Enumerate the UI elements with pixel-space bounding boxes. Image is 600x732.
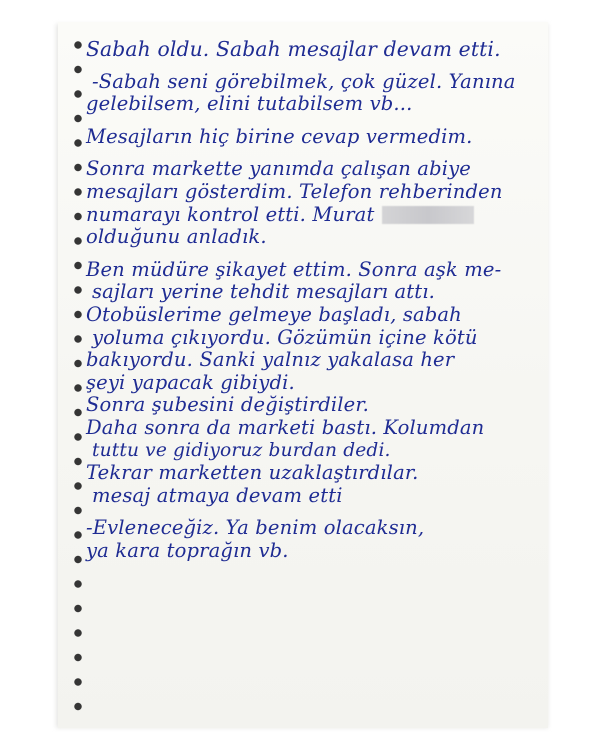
handwritten-line: Ben müdüre şikayet ettim. Sonra aşk me- <box>86 257 502 281</box>
handwritten-line-text: numarayı kontrol etti. Murat <box>86 202 375 226</box>
handwritten-line: Sonra şubesini değiştirdiler. <box>86 393 369 417</box>
handwritten-line: -Evleneceğiz. Ya benim olacaksın, <box>86 516 425 540</box>
handwritten-line: ya kara toprağın vb. <box>86 538 289 562</box>
handwritten-line: mesajları gösterdim. Telefon rehberinden <box>86 179 503 203</box>
handwritten-line: gelebilsem, elini tutabilsem vb... <box>86 92 413 116</box>
handwritten-line: bakıyordu. Sanki yalnız yakalasa her <box>86 348 455 372</box>
handwritten-line: sajları yerine tehdit mesajları attı. <box>92 280 436 304</box>
handwritten-line: Daha sonra da marketi bastı. Kolumdan <box>86 415 485 439</box>
notebook-page <box>58 22 548 728</box>
binder-holes <box>73 40 85 715</box>
handwritten-line: Sonra markette yanımda çalışan abiye <box>86 157 471 181</box>
handwritten-line-with-redaction <box>86 204 541 227</box>
handwritten-line: Tekrar marketten uzaklaştırdılar. <box>86 461 419 485</box>
handwritten-line: olduğunu anladık. <box>86 225 267 249</box>
handwritten-line: tuttu ve gidiyoruz burdan dedi. <box>92 439 391 461</box>
handwritten-line: şeyi yapacak gibiydi. <box>86 370 295 394</box>
redacted-surname <box>382 206 474 224</box>
handwritten-line: Sabah oldu. Sabah mesajlar devam etti. <box>86 37 501 61</box>
handwritten-line: mesaj atmaya devam etti <box>92 483 343 507</box>
handwritten-text <box>86 38 541 562</box>
handwritten-line: -Sabah seni görebilmek, çok güzel. Yanına <box>92 69 516 93</box>
handwritten-line: Otobüslerime gelmeye başladı, sabah <box>86 302 462 326</box>
handwritten-line: yoluma çıkıyordu. Gözümün içine kötü <box>92 325 478 349</box>
handwritten-line: Mesajların hiç birine cevap vermedim. <box>86 124 473 148</box>
